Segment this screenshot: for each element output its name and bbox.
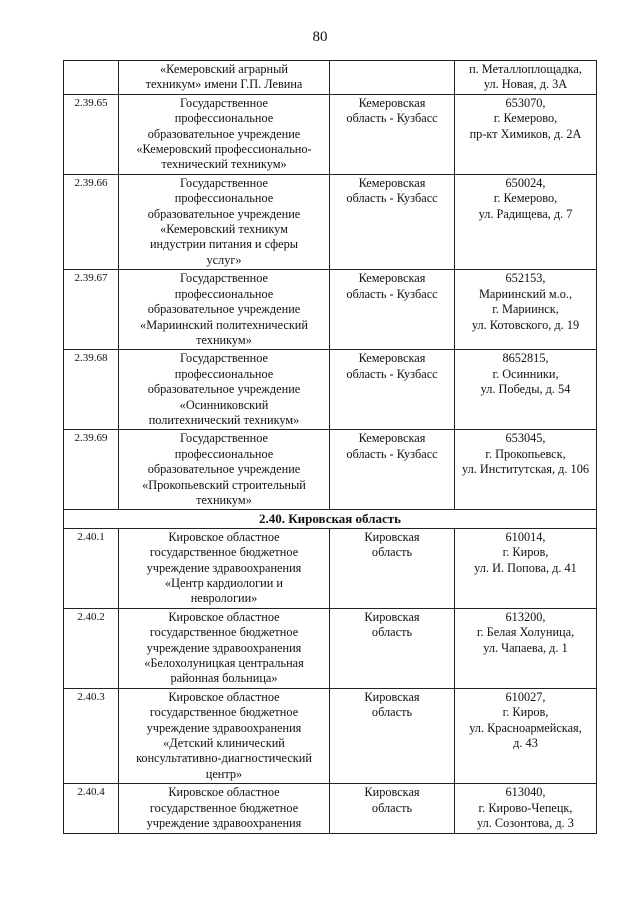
- region-line: область - Кузбасс: [346, 366, 438, 381]
- address: [455, 270, 597, 350]
- organization-name-line: профессиональное: [174, 111, 274, 126]
- organization-name-line: техникум» имени Г.П. Левина: [145, 77, 303, 92]
- organization-name-line: техникум»: [196, 332, 252, 347]
- entry-number: [64, 61, 119, 95]
- address-line: ул. Котовского, д. 19: [471, 317, 580, 332]
- entry-number: 2.39.68: [64, 350, 119, 430]
- address-line: 613200,: [505, 609, 546, 624]
- region: [330, 688, 455, 783]
- organization-name: [119, 61, 330, 95]
- table-row: [64, 94, 597, 174]
- organization-name-line: учреждение здравоохранения: [146, 816, 302, 831]
- entry-number: 2.40.4: [64, 784, 119, 833]
- region-line: Кемеровская: [358, 431, 426, 446]
- organization-name: [119, 350, 330, 430]
- address-line: г. Осинники,: [492, 366, 559, 381]
- address: [455, 528, 597, 608]
- entry-number: 2.39.65: [64, 94, 119, 174]
- entry-number: 2.39.69: [64, 430, 119, 510]
- region: [330, 61, 455, 95]
- address: [455, 784, 597, 833]
- table-row: [64, 430, 597, 510]
- address-line: г. Киров,: [502, 545, 549, 560]
- region-line: Кемеровская: [358, 271, 426, 286]
- organization-name-line: Государственное: [180, 95, 268, 110]
- region: [330, 528, 455, 608]
- region: [330, 608, 455, 688]
- region-line: область - Кузбасс: [346, 446, 438, 461]
- region-line: область - Кузбасс: [346, 286, 438, 301]
- region-line: область: [371, 705, 413, 720]
- address-line: 610014,: [505, 529, 546, 544]
- organization-name: [119, 94, 330, 174]
- address-line: 653070,: [505, 95, 546, 110]
- address-line: ул. Институтская, д. 106: [461, 462, 589, 477]
- table-row: [64, 270, 597, 350]
- organization-name-line: государственное бюджетное: [149, 625, 299, 640]
- table-row: [64, 688, 597, 783]
- organization-name-line: образовательное учреждение: [147, 302, 301, 317]
- region: [330, 174, 455, 269]
- organization-name-line: технический техникум»: [161, 157, 287, 172]
- region-line: Кировская: [364, 609, 420, 624]
- page-number: 80: [312, 29, 328, 45]
- organization-name-line: «Белохолуницкая центральная: [144, 656, 304, 671]
- address-line: г. Прокопьевск,: [485, 446, 566, 461]
- address-line: Мариинский м.о.,: [478, 286, 573, 301]
- region-line: Кировская: [364, 785, 420, 800]
- address: [455, 608, 597, 688]
- organization-name-line: образовательное учреждение: [147, 126, 301, 141]
- table-row: [64, 528, 597, 608]
- region: [330, 784, 455, 833]
- organization-name-line: государственное бюджетное: [149, 545, 299, 560]
- address-line: ул. Победы, д. 54: [480, 382, 571, 397]
- table-row: [64, 350, 597, 430]
- organization-name-line: центр»: [205, 766, 243, 781]
- entry-number: 2.40.3: [64, 688, 119, 783]
- entry-number: 2.40.2: [64, 608, 119, 688]
- organization-name: [119, 608, 330, 688]
- region-line: Кировская: [364, 689, 420, 704]
- region-line: область - Кузбасс: [346, 191, 438, 206]
- table-row: [64, 784, 597, 833]
- organization-name-line: «Осинниковский: [179, 397, 269, 412]
- address: [455, 174, 597, 269]
- organization-name-line: индустрии питания и сферы: [149, 237, 299, 252]
- region: [330, 350, 455, 430]
- section-header-row: [64, 510, 597, 528]
- organization-name-line: профессиональное: [174, 191, 274, 206]
- address-line: ул. И. Попова, д. 41: [474, 560, 577, 575]
- organization-name: [119, 430, 330, 510]
- entry-number: 2.40.1: [64, 528, 119, 608]
- region-line: область - Кузбасс: [346, 111, 438, 126]
- organization-name-line: политехнический техникум»: [148, 412, 300, 427]
- organization-name: [119, 174, 330, 269]
- organization-name-line: образовательное учреждение: [147, 382, 301, 397]
- organization-name-line: неврологии»: [190, 591, 258, 606]
- region-line: область: [371, 625, 413, 640]
- address: [455, 350, 597, 430]
- table-row: [64, 61, 597, 95]
- organization-name-line: профессиональное: [174, 446, 274, 461]
- organization-name-line: государственное бюджетное: [149, 800, 299, 815]
- region-line: область: [371, 545, 413, 560]
- region-line: область: [371, 800, 413, 815]
- organization-name: [119, 688, 330, 783]
- organization-name-line: услуг»: [206, 252, 242, 267]
- address-line: 613040,: [505, 785, 546, 800]
- organization-name-line: образовательное учреждение: [147, 462, 301, 477]
- organization-name-line: Государственное: [180, 351, 268, 366]
- address-line: 8652815,: [502, 351, 549, 366]
- entry-number: 2.39.66: [64, 174, 119, 269]
- table-row: [64, 608, 597, 688]
- organization-name-line: консультативно-диагностический: [136, 751, 312, 766]
- organization-name-line: «Детский клинический: [163, 736, 285, 751]
- organization-name-line: учреждение здравоохранения: [146, 720, 302, 735]
- address: [455, 688, 597, 783]
- organization-name-line: Кировское областное: [168, 785, 280, 800]
- organization-name-line: «Кемеровский техникум: [160, 222, 288, 237]
- region: [330, 270, 455, 350]
- organization-name-line: «Кемеровский профессионально-: [136, 142, 312, 157]
- organization-name-line: Кировское областное: [168, 529, 280, 544]
- region-line: Кемеровская: [358, 95, 426, 110]
- region-line: Кемеровская: [358, 351, 426, 366]
- table-row: [64, 174, 597, 269]
- address-line: г. Киров,: [502, 705, 549, 720]
- organization-name-line: Кировское областное: [168, 609, 280, 624]
- organization-name-line: Государственное: [180, 431, 268, 446]
- section-title: 2.40. Кировская область: [64, 510, 597, 528]
- organization-name-line: профессиональное: [174, 286, 274, 301]
- organization-name-line: Государственное: [180, 271, 268, 286]
- organizations-table: [63, 60, 597, 834]
- table-body: [64, 61, 597, 834]
- address-line: д. 43: [513, 736, 538, 751]
- address-line: ул. Созонтова, д. 3: [477, 816, 574, 831]
- organization-name-line: учреждение здравоохранения: [146, 640, 302, 655]
- organization-name-line: «Центр кардиологии и: [164, 576, 283, 590]
- organization-name-line: Государственное: [180, 175, 268, 190]
- organization-name-line: «Мариинский политехнический: [140, 317, 308, 332]
- address-line: г. Кемерово,: [493, 111, 558, 126]
- address-line: ул. Чапаева, д. 1: [483, 640, 568, 655]
- organization-name-line: учреждение здравоохранения: [146, 560, 302, 575]
- organization-name-line: государственное бюджетное: [149, 705, 299, 720]
- region-line: Кировская: [364, 529, 420, 544]
- address-line: 650024,: [505, 175, 546, 190]
- organization-name-line: «Кемеровский аграрный: [160, 62, 288, 76]
- region: [330, 94, 455, 174]
- address: [455, 94, 597, 174]
- organization-name: [119, 784, 330, 833]
- address-line: ул. Радищева, д. 7: [478, 206, 573, 221]
- organization-name-line: образовательное учреждение: [147, 206, 301, 221]
- address-line: 652153,: [505, 271, 546, 286]
- organization-name-line: районная больница»: [170, 671, 278, 686]
- organization-name-line: техникум»: [196, 492, 252, 507]
- organization-name-line: профессиональное: [174, 366, 274, 381]
- address-line: г. Белая Холуница,: [476, 625, 575, 640]
- address: [455, 61, 597, 95]
- address-line: г. Мариинск,: [492, 302, 559, 317]
- address: [455, 430, 597, 510]
- address-line: г. Кемерово,: [493, 191, 558, 206]
- organization-name-line: «Прокопьевский строительный: [142, 477, 306, 492]
- address-line: 653045,: [505, 431, 546, 446]
- address-line: п. Металлоплощадка,: [469, 62, 582, 76]
- address-line: ул. Красноармейская,: [469, 720, 582, 735]
- address-line: г. Кирово-Чепецк,: [478, 800, 573, 815]
- organization-name-line: Кировское областное: [168, 689, 280, 704]
- region: [330, 430, 455, 510]
- address-line: 610027,: [505, 689, 546, 704]
- organization-name: [119, 270, 330, 350]
- organization-name: [119, 528, 330, 608]
- entry-number: 2.39.67: [64, 270, 119, 350]
- address-line: пр-кт Химиков, д. 2А: [469, 126, 582, 141]
- region-line: Кемеровская: [358, 175, 426, 190]
- address-line: ул. Новая, д. 3А: [483, 77, 568, 92]
